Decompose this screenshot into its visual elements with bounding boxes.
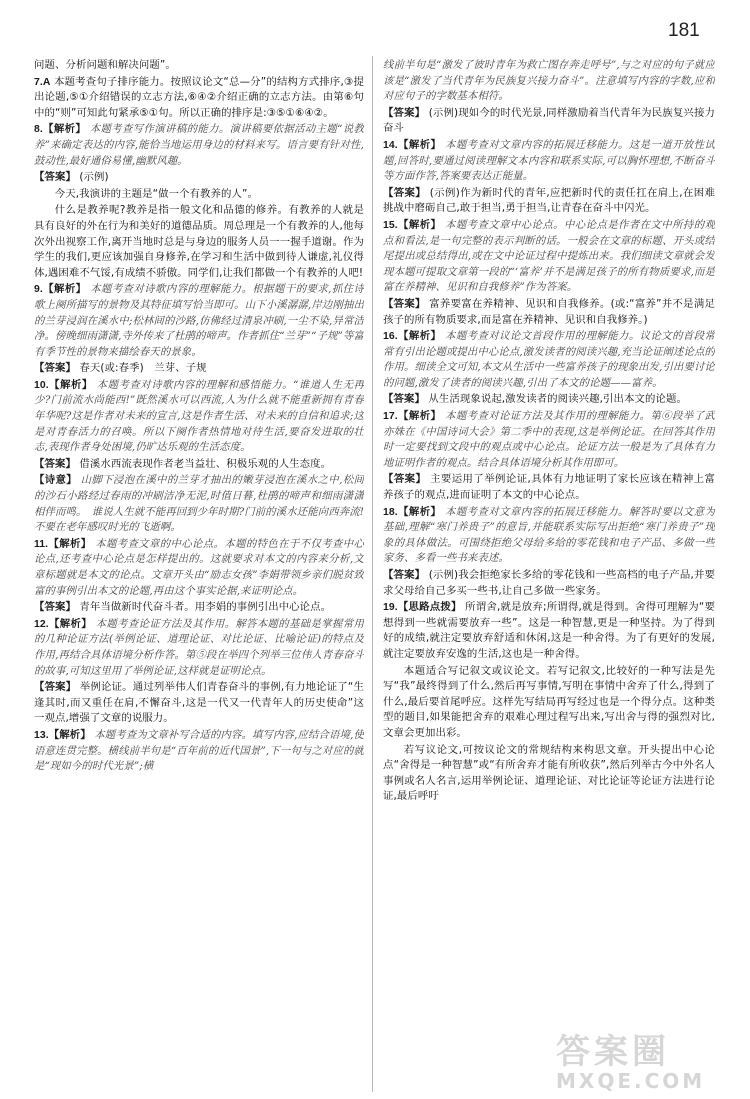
section-tag: 【解析】 bbox=[48, 617, 92, 630]
paragraph bbox=[383, 409, 715, 471]
paragraph-text: (示例)作为新时代的青年,应把新时代的责任扛在肩上,在困难挑战中磨砺自己,敢于担当,勇于担当,让青春在奋斗中闪光。 bbox=[383, 186, 715, 215]
paragraph bbox=[34, 617, 364, 679]
paragraph bbox=[383, 186, 715, 217]
question-number: 14. bbox=[383, 139, 398, 151]
paragraph bbox=[34, 58, 364, 74]
paragraph-text: 本题考查对议论文首段作用的理解能力。议论文的首段常常有引出论题或提出中心论点,激发读者的阅读兴趣,充当论证阐述论点的作用。细读全文可知,本文从生活中一些富养孩子的现象出发,引出要讨论的问题,激发了读者的阅读兴趣,引出了本文的论题——富养。 bbox=[383, 330, 715, 389]
section-tag: 【解析】 bbox=[48, 728, 91, 741]
paragraph-text: 春天(或:春季) 兰芽、子规 bbox=[75, 362, 207, 375]
paragraph-text: 问题、分析问题和解决问题”。 bbox=[34, 59, 176, 71]
section-tag: 【答案】 bbox=[34, 457, 76, 470]
paragraph-text: 从生活现象说起,激发读者的阅读兴趣,引出本文的论题。 bbox=[424, 393, 687, 406]
paragraph-text: 山脚下浸泡在溪中的兰芽才抽出的嫩芽浸泡在溪水之中,松间的沙石小路经过春雨的冲刷洁净无泥,时值日暮,杜鹃的啼声和细雨潇潇相伴而鸣。 谁说人生就不能再回到少年时期?门前的溪水还能向西奔流!不要在老年感叹时光的飞逝啊。 bbox=[34, 474, 364, 534]
paragraph bbox=[34, 473, 364, 535]
section-tag: 【答案】 bbox=[34, 171, 76, 184]
paragraph-text: 富养要富在养精神、见识和自我修养。(或:“富养”并不是满足孩子的所有物质要求,而是富在养精神、见识和自我修养。) bbox=[383, 297, 715, 326]
paragraph-text: 本题考查文章的中心论点。本题的特色在于不仅考查中心论点,还考查中心论点是怎样提出的。这就要求对本文的内容来分析,文章标题就是本文的论点。文章开头由“励志女孩”李娟带领乡亲们脱贫致富的事例引出本文的论题,再由这个事实论据,来证明论点。 bbox=[34, 537, 364, 597]
paragraph bbox=[34, 203, 364, 281]
paragraph bbox=[34, 187, 364, 203]
paragraph-text: 本题考查句子排序能力。按照议论文“总—分”的结构方式排序,③提出论题,⑤①介绍错误的立志方法,⑥④②介绍正确的立志方法。由第⑥句中的“则”可知此句紧承⑤①句。所以正确的排序是:③⑤①⑥④②。 bbox=[34, 75, 364, 119]
question-number: 13. bbox=[34, 729, 49, 741]
paragraph-text: 所谓舍,就是放弃;所谓得,就是得到。舍得可理解为“要想得到一些就需要放弃一些”。这是一种智慧,更是一种坚持。为了得到好的成绩,就注定要放弃舒适和休闲,这是一种舍得。为了有更好的发展,就注定要放弃安逸的生活,这也是一种舍得。 bbox=[383, 601, 715, 660]
question-number: 9. bbox=[34, 284, 43, 296]
paragraph bbox=[34, 537, 364, 599]
paragraph bbox=[34, 457, 364, 473]
section-tag: 【答案】 bbox=[383, 473, 427, 486]
paragraph bbox=[383, 329, 715, 391]
section-tag: 【解析】 bbox=[397, 330, 442, 343]
paragraph bbox=[383, 472, 715, 503]
section-tag: 【解析】 bbox=[397, 410, 442, 423]
question-number: 18. bbox=[383, 506, 398, 518]
question-number: 12. bbox=[34, 618, 49, 630]
paragraph bbox=[383, 138, 715, 185]
column-divider bbox=[372, 56, 373, 1092]
paragraph bbox=[34, 75, 364, 122]
paragraph bbox=[34, 361, 364, 377]
paragraph bbox=[383, 743, 715, 805]
section-tag: 【解析】 bbox=[48, 537, 92, 550]
watermark-text-top: 答案圈 bbox=[556, 1032, 670, 1072]
question-number: 8. bbox=[34, 124, 43, 136]
right-column bbox=[383, 58, 715, 1092]
paragraph bbox=[383, 218, 715, 296]
paragraph bbox=[34, 728, 364, 775]
watermark-text-bottom: MXQE.COM bbox=[556, 1069, 706, 1093]
paragraph-text: 什么是教养呢?教养是指一般文化和品德的修养。有教养的人就是具有良好的外在行为和美好的道德品质。周总理是一个有教养的人,他每次外出视察工作,离开当地时总是与身边的服务人员一一握手道谢。作为学生的我们,更应该加强自身修养,在学习和生活中做到待人谦虚,礼仪得体,遇困难不气馁,有成绩不骄傲。同学们,让我们都做一个有教养的人吧! bbox=[34, 204, 364, 279]
paragraph-text: 线前半句是“激发了彼时青年为救亡图存奔走呼号”,与之对应的句子就应该是“激发了当代青年为民族复兴接力奋斗”。注意填写内容的字数,应和对应句子的字数基本相符。 bbox=[383, 59, 715, 103]
section-tag: 【解析】 bbox=[397, 218, 442, 231]
paragraph-text: 今天,我演讲的主题是“做一个有教养的人”。 bbox=[54, 187, 258, 200]
section-tag: 【答案】 bbox=[383, 186, 427, 199]
paragraph bbox=[383, 664, 715, 742]
paragraph-text: 本题考查论证方法及其作用。解答本题的基础是掌握常用的几种论证方法(举例论证、道理论证、对比论证、比喻论证)的特点及作用,再结合具体语境分析作答。第⑤段在举四个列举三位伟人青春奋斗的故事,可知这里用了举例论证,这样就是证明论点。 bbox=[34, 617, 364, 677]
paragraph-text: 本题考查对诗歌内容的理解和感悟能力。“谁道人生无再少?门前流水尚能西!”既然溪水可以西流,人为什么就不能重新拥有青春年华呢?这是作者对未来的宣言,这是作者生活、对未来的自信和追求;这是对青春活力的召唤。所以下阕作者热情地对待生活,要奋发进取的壮志,表现作者身处困境,仍旷达乐观的生活态度。 bbox=[34, 378, 364, 454]
paragraph bbox=[383, 58, 715, 105]
paragraph bbox=[383, 106, 715, 137]
paragraph bbox=[34, 378, 364, 456]
paragraph-text: 本题考查对论证方法及其作用的理解能力。第⑥段举了武亦姝在《中国诗词大会》第二季中的表现,这是举例论证。在回答其作用时一定要找到文段中的观点或中心论点。论证方法一般是为了具体有力地证明作者的观点。结合具体语境分析其作用即可。 bbox=[383, 410, 715, 469]
paragraph bbox=[383, 297, 715, 328]
section-tag: 【思路点拨】 bbox=[397, 601, 462, 614]
paragraph-text: 本题考查为文章补写合适的内容。填写内容,应结合语境,使语意连贯完整。横线前半句是“百年前的近代国景”,下一句与之对应的就是“现如今的时代光景”;横 bbox=[34, 728, 364, 773]
question-number: 15. bbox=[383, 219, 398, 231]
section-tag: 【答案】 bbox=[383, 106, 426, 119]
section-tag: 【解析】 bbox=[48, 378, 93, 391]
section-tag: 【答案】 bbox=[383, 297, 426, 310]
paragraph bbox=[34, 600, 364, 616]
paragraph-text: 举例论证。通过列举伟人们青春奋斗的事例,有力地论证了“生逢其时,而又重任在肩,不懈奋斗,这是一代又一代青年人的历史使命”这一观点,增强了文章的说服力。 bbox=[34, 681, 364, 725]
section-tag: 【解析】 bbox=[42, 283, 87, 296]
question-number: 11. bbox=[34, 538, 49, 550]
paragraph bbox=[383, 392, 715, 408]
paragraph bbox=[383, 505, 715, 567]
paragraph bbox=[383, 568, 715, 599]
paragraph bbox=[34, 282, 364, 360]
paragraph bbox=[34, 170, 364, 186]
paragraph-text: 本题考查对文章内容的拓展迁移能力。这是一道开放性试题,回答时,要通过阅读理解文本内容和联系实际,可以胸怀理想,不断奋斗等方面作答,答案要表达正能量。 bbox=[383, 138, 715, 183]
section-tag: 【答案】 bbox=[34, 681, 77, 694]
paragraph-text: 主要运用了举例论证,具体有力地证明了家长应该在精神上富养孩子的观点,进而证明了本文的中心论点。 bbox=[383, 473, 715, 502]
question-number: 16. bbox=[383, 331, 398, 343]
section-tag: 【答案】 bbox=[383, 393, 425, 406]
paragraph-text: (示例)我会拒绝家长多给的零花钱和一些高档的电子产品,并要求父母给自己多买一些书,让自己多做一些家务。 bbox=[383, 569, 715, 597]
paragraph bbox=[34, 122, 364, 169]
paragraph-text: 本题考查对诗歌内容的理解能力。根据题干的要求,抓住诗歌上阕所描写的景物及其特征填写恰当即可。山下小溪潺潺,岸边刚抽出的兰芽浸润在溪水中;松林间的沙路,仿佛经过清泉冲刷,一尘不染,异常洁净。傍晚细雨潇潇,寺外传来了杜鹃的啼声。作者抓住“兰芽”“子规”等富有季节性的景物来描绘春天的景象。 bbox=[34, 283, 364, 358]
paragraph-text: 若写议论文,可按议论文的常规结构来构思文章。开头提出中心论点“舍得是一种智慧”或“有所舍弃才能有所收获”,然后列举古今中外名人事例或名人名言,运用举例论证、道理论证、对比论证等论证方法进行论证,最后呼吁 bbox=[383, 743, 715, 803]
paragraph-text: 青年当做新时代奋斗者。用李娟的事例引出中心论点。 bbox=[75, 601, 332, 614]
section-tag: 【答案】 bbox=[383, 569, 426, 581]
section-tag: 【答案】 bbox=[34, 601, 76, 614]
paragraph-text: 本题适合写记叙文或议论文。若写记叙文,比较好的一种写法是先写“我”最终得到了什么,然后再写事情,写明在事情中舍弃了什么,得到了什么,最后要首尾呼应。这样先写结局再写经过也是一个得分点。这种类型的题目,如果能把舍弃的艰难心理过程写出来,写出舍与得的强烈对比,文章会更加出彩。 bbox=[383, 664, 715, 739]
left-column bbox=[34, 58, 364, 1092]
question-number: 17. bbox=[383, 411, 398, 423]
paragraph-text: (示例) bbox=[75, 171, 109, 184]
paragraph-text: 本题考查写作演讲稿的能力。演讲稿要依据活动主题“说教养”来确定表达的内容,能恰当地运用身边的材料来写。语言要有针对性,鼓动性,最好通俗易懂,幽默风趣。 bbox=[34, 123, 364, 167]
section-tag: 【解析】 bbox=[397, 138, 442, 151]
paragraph bbox=[34, 680, 364, 727]
paragraph bbox=[383, 600, 715, 662]
paragraph-text: 本题考查对文章内容的拓展迁移能力。解答时要以文意为基础,理解“寒门养贵子”的意旨,并能联系实际写出拒绝“寒门养贵子”现象的具体做法。可围绕拒绝父母给多给的零花钱和电子产品、多做一些家务、多看一些书来表述。 bbox=[383, 505, 715, 565]
paragraph-text: 本题考查文章中心论点。中心论点是作者在文中所持的观点和看法,是一句完整的表示判断的话。一般会在文章的标题、开头或结尾提出或总结得出,或在文中论证过程中提炼出来。我们细读文章就会发现本题可提取文章第一段的“‘富养’并不是满足孩子的所有物质要求,而是富在养精神、见识和自我修养”作为答案。 bbox=[383, 218, 715, 294]
paragraph-text: (示例)现如今的时代光景,同样激励着当代青年为民族复兴接力奋斗 bbox=[383, 106, 715, 135]
section-tag: 【解析】 bbox=[42, 123, 87, 136]
page-number: 181 bbox=[668, 20, 700, 41]
question-number: 7.A bbox=[34, 76, 51, 88]
section-tag: 【诗意】 bbox=[34, 474, 78, 487]
section-tag: 【答案】 bbox=[34, 362, 76, 375]
section-tag: 【解析】 bbox=[397, 505, 442, 518]
paragraph-text: 借溪水西流表现作者老当益壮、积极乐观的人生态度。 bbox=[75, 457, 332, 470]
question-number: 10. bbox=[34, 379, 49, 391]
question-number: 19. bbox=[383, 602, 398, 614]
